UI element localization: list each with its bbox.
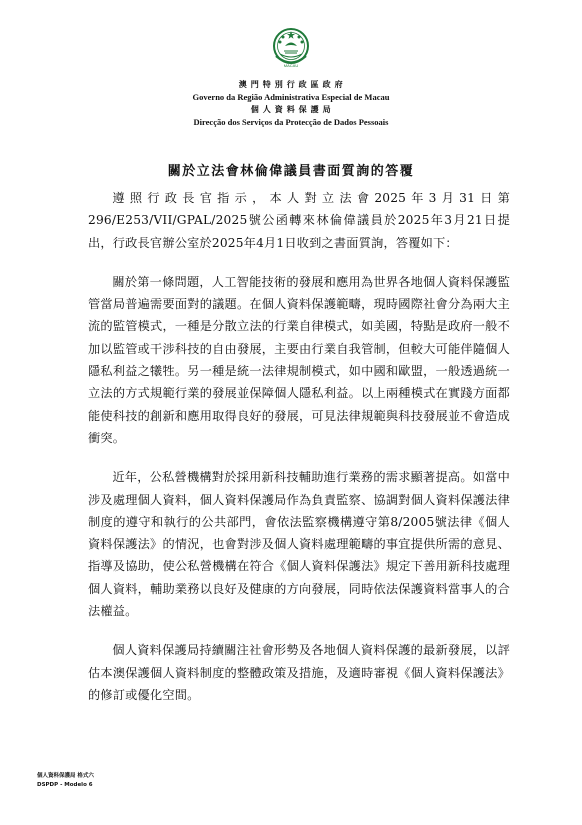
paragraph-public-private: 近年，公私營機構對於採用新科技輔助進行業務的需求顯著提高。如當中涉及處理個人資料，個人資料保護局作為負責監察、協調對個人資料保護法律制度的遵守和執行的公共部門，會依法監察機構遵守第8/2005號法律《個人資料保護法》的情況，也會對涉及個人資料處理範疇的事宜提供所需的意見、指導及協助，使公私營機構在符合《個人資料保護法》規定下善用新科技處理個人資料，輔助業務以良好及健康的方向發展，同時依法保護資料當事人的合法權益。 [88, 470, 510, 619]
form-code-pt: DSPDP - Modelo 6 [37, 782, 93, 788]
government-name-pt: Governo da Região Administrativa Especial de Macau [192, 91, 390, 102]
paragraph-intro: 遵照行政長官指示，本人對立法會2025年3月31日第296/E253/VII/GPAL/2025號公函轉來林倫偉議員於2025年3月21日提出，行政長官辦公室於2025年4月1日收到之書面質詢，答覆如下： [88, 191, 510, 250]
form-code-zh: 個人資料保護局 格式六 [37, 773, 94, 779]
macau-emblem-icon [268, 26, 314, 72]
document-title: 關於立法會林倫偉議員書面質詢的答覆 [167, 164, 415, 179]
office-name-zh: 個 人 資 料 保 護 局 [250, 104, 332, 114]
paragraph-closing: 個人資料保護局持續關注社會形勢及各地個人資料保護的最新發展，以評估本澳保護個人資料制度的整體政策及措施，及適時審視《個人資料保護法》的修訂或優化空間。 [88, 643, 510, 702]
form-footer [37, 772, 94, 790]
government-name-zh: 澳 門 特 別 行 政 區 政 府 [238, 79, 344, 89]
document-body [88, 187, 510, 723]
office-name-pt: Direcção dos Serviços da Protecção de Dados Pessoais [193, 116, 389, 127]
emblem-text: MACAU [283, 63, 299, 68]
letterhead [0, 78, 582, 128]
paragraph-question-1: 關於第一條問題，人工智能技術的發展和應用為世界各地個人資料保護監管當局普遍需要面對的議題。在個人資料保護範疇，現時國際社會分為兩大主流的監管模式，一種是分散立法的行業自律模式，如美國，特點是政府一般不加以監管或干涉科技的自由發展，主要由行業自我管制，但較大可能伴隨個人隱私利益之犧牲。另一種是統一法律規制模式，如中國和歐盟，一般透過統一立法的方式規範行業的發展並保障個人隱私利益。以上兩種模式在實踐方面都能使科技的創新和應用取得良好的發展，可見法律規範與科技發展並不會造成衝突。 [88, 274, 510, 445]
